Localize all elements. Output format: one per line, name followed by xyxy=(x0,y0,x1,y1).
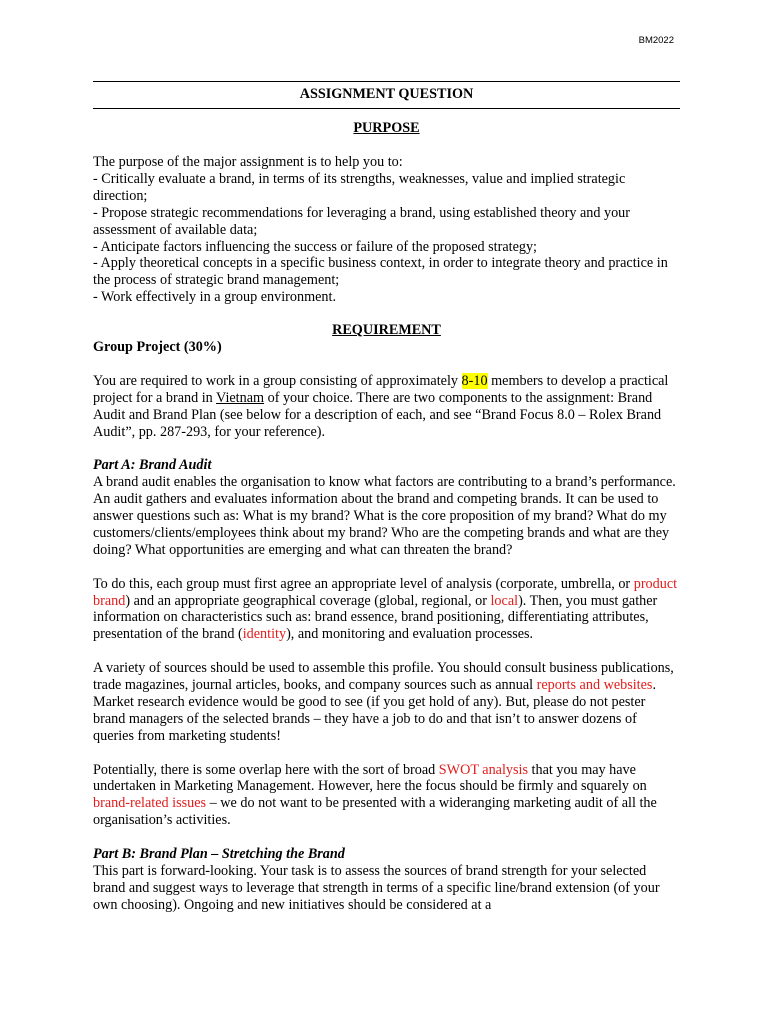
part-b-heading: Part B: Brand Plan – Stretching the Brand xyxy=(93,846,345,863)
requirement-heading: REQUIREMENT xyxy=(332,322,441,338)
assignment-title: ASSIGNMENT QUESTION xyxy=(299,86,474,102)
purpose-item: - Anticipate factors influencing the success or failure of the proposed strategy; xyxy=(93,238,537,255)
part-a-paragraph-2: To do this, each group must first agree an appropriate level of analysis (corporate, umbrella, or product brand) and an appropriate geographical coverage (global, regional, or local). Then, you must gather information on characteristics such as: brand essence, brand positioning, differentiating attributes, presentation of the brand (identity), and monitoring and evaluation processes. xyxy=(93,575,678,643)
purpose-intro: The purpose of the major assignment is to help you to: xyxy=(93,154,403,170)
part-a-paragraph-3: A variety of sources should be used to assemble this profile. You should consult business publications, trade magazines, journal articles, books, and company sources such as annual reports and websites. Market research evidence would be good to see (if you get hold of any). But, please do not pester brand managers of the selected brands – they have a job to do and that isn’t to answer dozens of queries from marketing students! xyxy=(93,660,674,744)
part-a-paragraph-4: Potentially, there is some overlap here with the sort of broad SWOT analysis that you may have undertaken in Marketing Management. However, here the focus should be firmly and squarely on brand-related issues – we do not want to be presented with a wideranging marketing audit of all the organisation’s activities. xyxy=(93,761,657,829)
purpose-item: - Critically evaluate a brand, in terms of its strengths, weaknesses, value and implied strategic direction; xyxy=(93,170,626,204)
title-bottom-rule xyxy=(93,108,680,109)
red-term: identity xyxy=(242,626,287,643)
red-term: local xyxy=(490,592,519,609)
purpose-item: - Propose strategic recommendations for leveraging a brand, using established theory and your assessment of available data; xyxy=(93,204,630,238)
purpose-section xyxy=(93,154,680,306)
red-term: reports and websites xyxy=(536,677,653,694)
group-project-heading: Group Project (30%) xyxy=(93,339,222,355)
group-project-paragraph: You are required to work in a group consisting of approximately 8-10 members to develop a practical project for a brand in Vietnam of your choice. There are two components to the assignment: Brand Audit and Brand Plan (see below for a description of each, and see “Brand Focus 8.0 – Rolex Brand Audit”, pp. 287-293, for your reference). xyxy=(93,372,669,440)
country-underlined: Vietnam xyxy=(216,389,265,406)
document-code: BM2022 xyxy=(638,35,674,46)
purpose-item: - Work effectively in a group environment. xyxy=(93,289,336,306)
part-a-heading: Part A: Brand Audit xyxy=(93,457,212,474)
red-term: brand-related issues xyxy=(93,795,207,812)
red-term: SWOT analysis xyxy=(438,761,528,778)
purpose-heading: PURPOSE xyxy=(353,120,420,136)
part-b-paragraph-1: This part is forward-looking. Your task is to assess the sources of brand strength for your selected brand and suggest ways to leverage that strength in terms of a specific line/brand extension (of your own choosing). Ongoing and new initiatives should be considered at a xyxy=(93,863,660,913)
part-a-paragraph-1: A brand audit enables the organisation to know what factors are contributing to a brand’s performance. An audit gathers and evaluates information about the brand and competing brands. It can be used to answer questions such as: What is my brand? What is the core proposition of my brand? What do my customers/clients/employees think about my brand? Who are the competing brands and what are they doing? What opportunities are emerging and what can threaten the brand? xyxy=(93,474,676,558)
red-term: product brand xyxy=(93,575,678,609)
requirement-section xyxy=(93,339,680,914)
members-highlight: 8-10 xyxy=(461,372,488,389)
purpose-item: - Apply theoretical concepts in a specific business context, in order to integrate theory and practice in the process of strategic brand management; xyxy=(93,255,668,289)
title-top-rule xyxy=(93,81,680,82)
